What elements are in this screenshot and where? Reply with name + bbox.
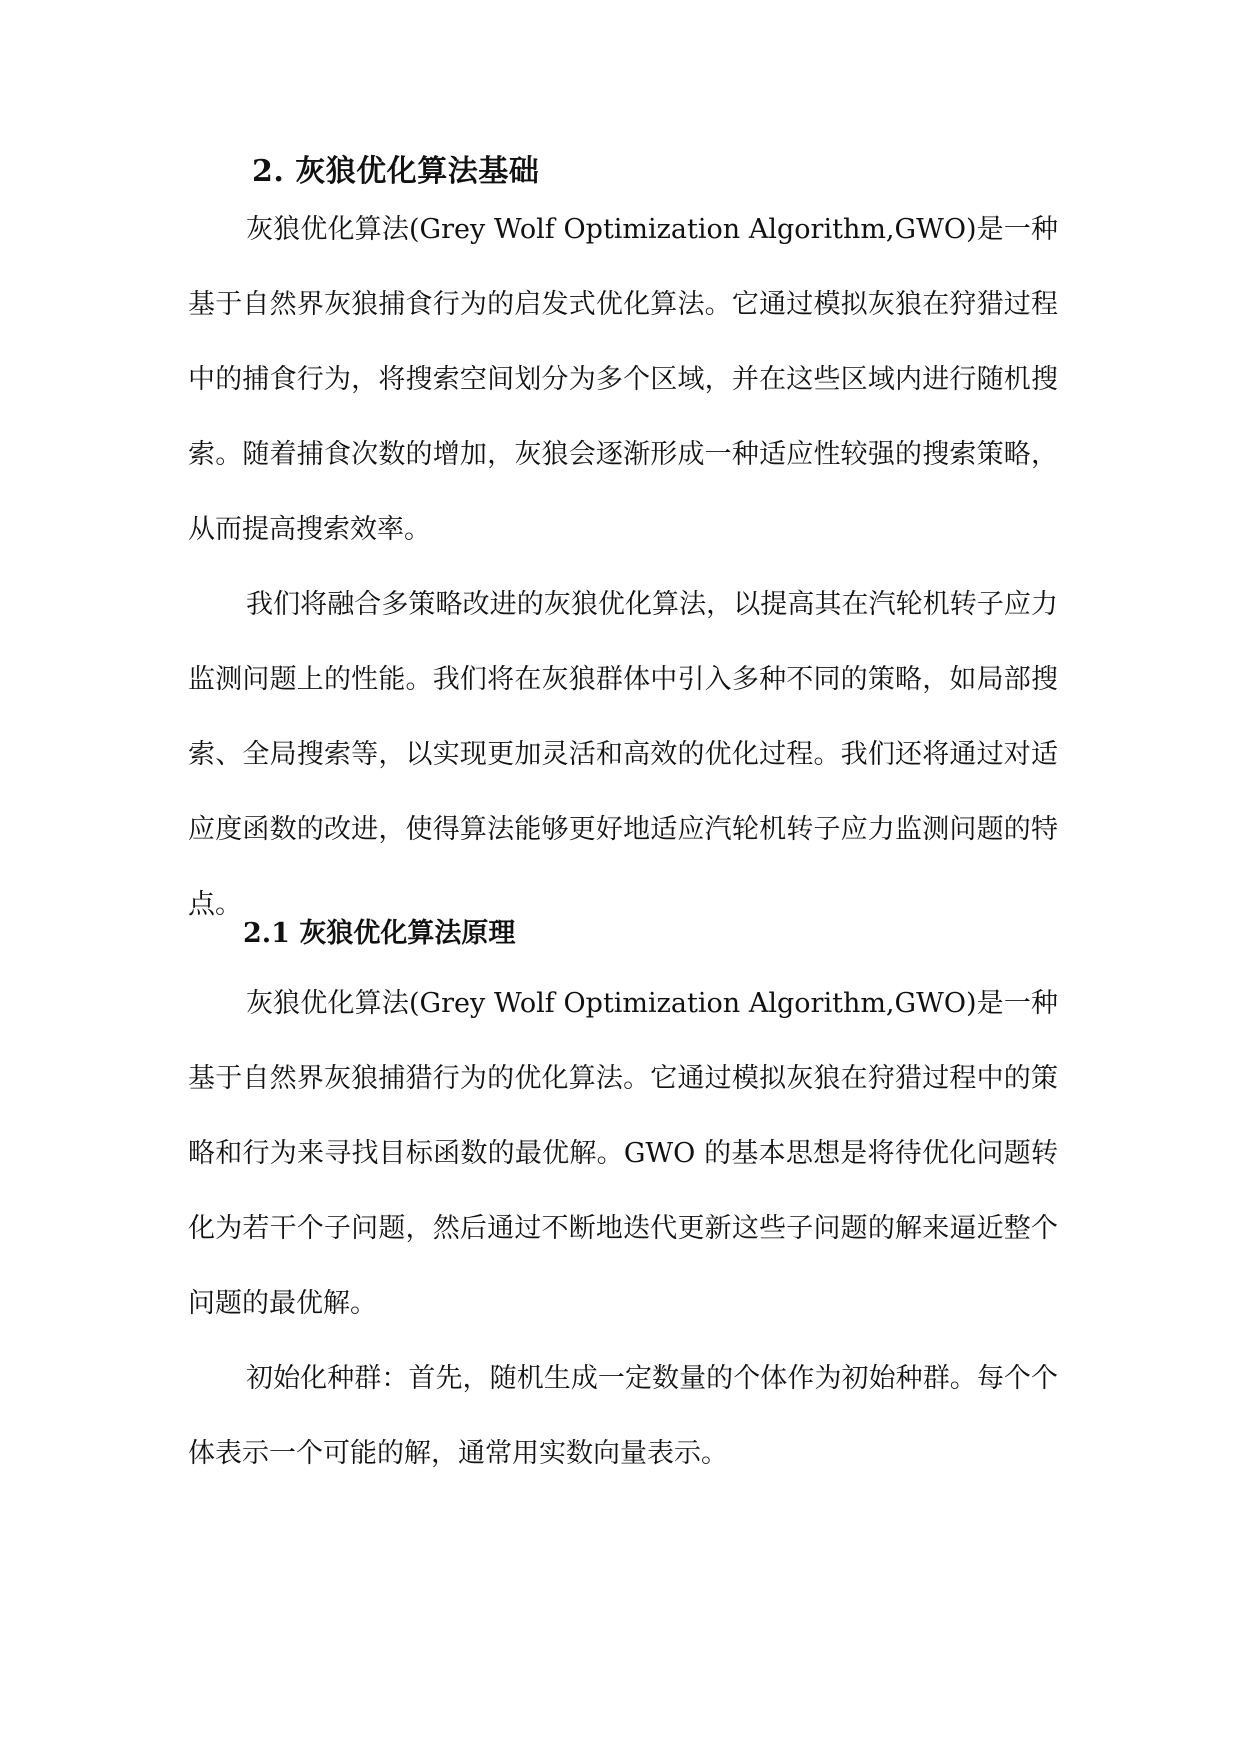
- section-paragraph-1: 灰狼优化算法(Grey Wolf Optimization Algorithm,GWO)是一种基于自然界灰狼捕食行为的启发式优化算法。它通过模拟灰狼在狩猎过程中的捕食行为，将搜索空间划分为多个区域，并在这些区域内进行随机搜索。随着捕食次数的增加，灰狼会逐渐形成一种适应性较强的搜索策略，从而提高搜索效率。: [188, 214, 1058, 545]
- subsection-paragraph-1: 灰狼优化算法(Grey Wolf Optimization Algorithm,GWO)是一种基于自然界灰狼捕猎行为的优化算法。它通过模拟灰狼在狩猎过程中的策略和行为来寻找目标函数的最优解。GWO 的基本思想是将待优化问题转化为若干个子问题，然后通过不断地迭代更新这些子问题的解来逼近整个问题的最优解。: [188, 988, 1058, 1319]
- subsection-paragraph-2: 初始化种群：首先，随机生成一定数量的个体作为初始种群。每个个体表示一个可能的解，通常用实数向量表示。: [188, 1363, 1058, 1469]
- subsection-heading: 2.1 灰狼优化算法原理: [243, 918, 516, 949]
- section-paragraph-2: 我们将融合多策略改进的灰狼优化算法，以提高其在汽轮机转子应力监测问题上的性能。我们将在灰狼群体中引入多种不同的策略，如局部搜索、全局搜索等，以实现更加灵活和高效的优化过程。我们还将通过对适应度函数的改进，使得算法能够更好地适应汽轮机转子应力监测问题的特点。: [188, 589, 1058, 920]
- section-heading: 2. 灰狼优化算法基础: [252, 154, 540, 189]
